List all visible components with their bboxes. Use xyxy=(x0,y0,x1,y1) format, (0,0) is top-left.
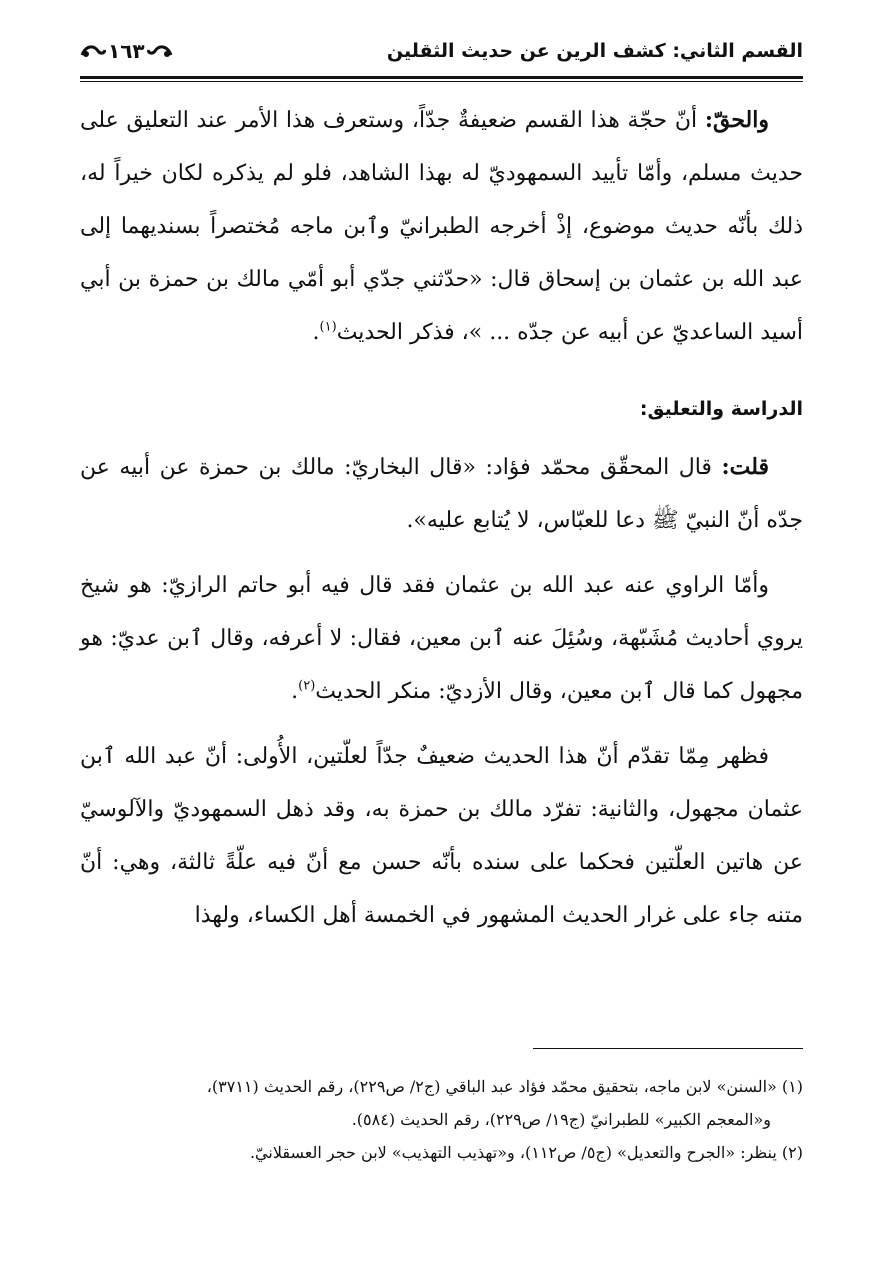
footnote-1-line-2: و«المعجم الكبير» للطبرانيّ (ج١٩/ ص٢٢٩)، رقم الحديث (٥٨٤). xyxy=(351,1110,771,1129)
page-number-ornament xyxy=(80,39,173,63)
paragraph-4 xyxy=(80,730,803,942)
footnote-1-line-1: (١) «السنن» لابن ماجه، بتحقيق محمّد فؤاد عبد الباقي (ج٢/ ص٢٢٩)، رقم الحديث (٣٧١١)، xyxy=(206,1077,803,1096)
paragraph-1-text: أنّ حجّة هذا القسم ضعيفةٌ جدّاً، وستعرف هذا الأمر عند التعليق على حديث مسلم، وأمّا تأييد السمهوديّ له بهذا الشاهد، فلو لم يذكره لكان خيراً له، ذلك بأنّه حديث موضوع، إذْ أخرجه الطبرانيّ وٱبن ماجه مُختصراً بسنديهما إلى عبد الله بن عثمان بن إسحاق قال: «حدّثني جدّي أبو أمّي مالك بن حمزة بن أبي أسيد الساعديّ عن أبيه عن جدّه ... »، فذكر الحديث xyxy=(80,108,803,345)
ornament-left-icon xyxy=(80,43,106,59)
main-text xyxy=(80,94,803,954)
paragraph-3-end: . xyxy=(291,679,299,704)
footnote-separator xyxy=(533,1048,803,1049)
footnote-2: (٢) ينظر: «الجرح والتعديل» (ج٥/ ص١١٢)، و«تهذيب التهذيب» لابن حجر العسقلانيّ. xyxy=(249,1143,803,1162)
paragraph-1 xyxy=(80,94,803,359)
paragraph-4-text: فظهر مِمّا تقدّم أنّ هذا الحديث ضعيفٌ جدّاً لعلّتين، الأُولى: أنّ عبد الله ٱبن عثمان مجهول، والثانية: تفرّد مالك بن حمزة به، وقد ذهل السمهوديّ والآلوسيّ عن هاتين العلّتين فحكما على سنده بأنّه حسن مع أنّ فيه علّةً ثالثة، وهي: أنّ متنه جاء على غرار الحديث المشهور في الخمسة أهل الكساء، ولهذا xyxy=(80,744,803,928)
ornament-right-icon xyxy=(147,43,173,59)
header-title: القسم الثاني: كشف الرين عن حديث الثقلين xyxy=(386,40,803,62)
paragraph-3-text: وأمّا الراوي عنه عبد الله بن عثمان فقد قال فيه أبو حاتم الرازيّ: هو شيخ يروي أحاديث مُشَبّهة، وسُئِلَ عنه ٱبن معين، فقال: لا أعرفه، وقال ٱبن عديّ: هو مجهول كما قال ٱبن معين، وقال الأزديّ: منكر الحديث xyxy=(80,573,803,704)
paragraph-3 xyxy=(80,559,803,718)
running-header xyxy=(80,28,803,74)
paragraph-2-text: قال المحقّق محمّد فؤاد: «قال البخاريّ: مالك بن حمزة عن أبيه عن جدّه أنّ النبيّ ﷺ دعا للعبّاس، لا يُتابع عليه». xyxy=(80,455,803,533)
paragraph-2 xyxy=(80,441,803,547)
paragraph-2-lead: قلت: xyxy=(721,454,769,480)
paragraph-1-lead: والحقّ: xyxy=(704,107,769,133)
footnote-ref-1[interactable]: (١) xyxy=(319,319,337,335)
page-number: ١٦٣ xyxy=(108,39,145,63)
paragraph-1-end: . xyxy=(312,320,320,345)
footnote-ref-2[interactable]: (٢) xyxy=(298,678,316,694)
section-heading: الدراسة والتعليق: xyxy=(639,398,803,420)
header-rule xyxy=(80,76,803,82)
footnotes xyxy=(80,1070,803,1169)
